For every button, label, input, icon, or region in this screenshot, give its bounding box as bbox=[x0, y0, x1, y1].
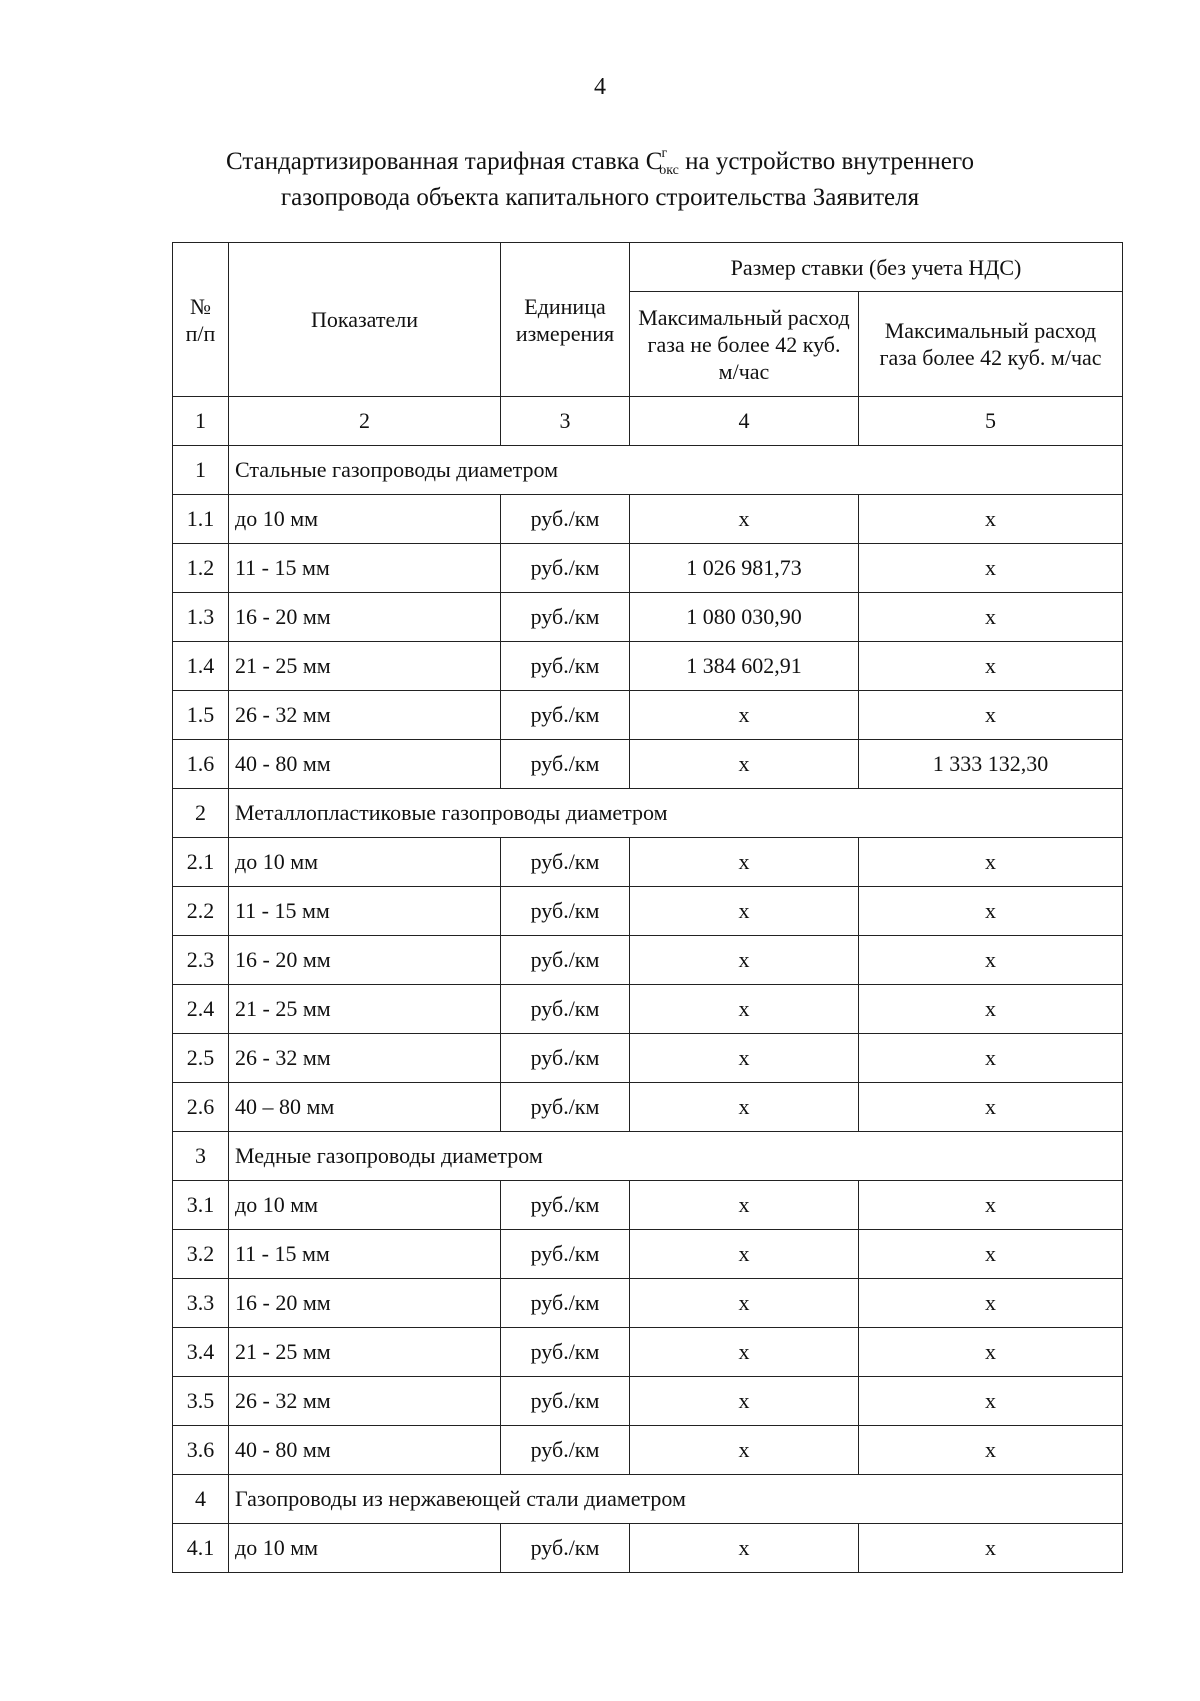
row-rate-high: х bbox=[859, 1377, 1123, 1426]
row-rate-low: х bbox=[630, 1426, 859, 1475]
row-number: 2.6 bbox=[173, 1083, 229, 1132]
header-unit: Единица измерения bbox=[501, 243, 630, 397]
row-indicator: до 10 мм bbox=[229, 1181, 501, 1230]
row-rate-high: х bbox=[859, 1426, 1123, 1475]
row-rate-low: х bbox=[630, 838, 859, 887]
row-number: 2.4 bbox=[173, 985, 229, 1034]
section-number: 1 bbox=[173, 446, 229, 495]
row-rate-high: х bbox=[859, 544, 1123, 593]
tariff-symbol bbox=[645, 146, 679, 178]
row-unit: руб./км bbox=[501, 691, 630, 740]
row-indicator: 40 - 80 мм bbox=[229, 1426, 501, 1475]
table-row bbox=[173, 1083, 1123, 1132]
row-number: 1.6 bbox=[173, 740, 229, 789]
table-row bbox=[173, 593, 1123, 642]
row-rate-low: х bbox=[630, 740, 859, 789]
row-rate-low: х bbox=[630, 1328, 859, 1377]
section-title: Газопроводы из нержавеющей стали диаметром bbox=[229, 1475, 1123, 1524]
table-body bbox=[173, 397, 1123, 1573]
section-title: Медные газопроводы диаметром bbox=[229, 1132, 1123, 1181]
row-indicator: до 10 мм bbox=[229, 495, 501, 544]
row-rate-high: х bbox=[859, 1083, 1123, 1132]
table-row bbox=[173, 544, 1123, 593]
row-unit: руб./км bbox=[501, 887, 630, 936]
row-unit: руб./км bbox=[501, 936, 630, 985]
row-number: 3.4 bbox=[173, 1328, 229, 1377]
column-number: 2 bbox=[229, 397, 501, 446]
row-rate-high: х bbox=[859, 985, 1123, 1034]
section-row bbox=[173, 1132, 1123, 1181]
row-unit: руб./км bbox=[501, 1034, 630, 1083]
row-rate-high: 1 333 132,30 bbox=[859, 740, 1123, 789]
row-indicator: 21 - 25 мм bbox=[229, 1328, 501, 1377]
row-number: 3.5 bbox=[173, 1377, 229, 1426]
row-rate-high: х bbox=[859, 1181, 1123, 1230]
section-number: 3 bbox=[173, 1132, 229, 1181]
row-unit: руб./км bbox=[501, 495, 630, 544]
row-rate-low: х bbox=[630, 691, 859, 740]
row-unit: руб./км bbox=[501, 1426, 630, 1475]
table-row bbox=[173, 936, 1123, 985]
table-header bbox=[173, 243, 1123, 397]
title-line-2: газопровода объекта капитального строительства Заявителя bbox=[280, 184, 920, 211]
section-row bbox=[173, 1475, 1123, 1524]
table-row bbox=[173, 1377, 1123, 1426]
section-row bbox=[173, 446, 1123, 495]
row-number: 1.3 bbox=[173, 593, 229, 642]
row-number: 1.2 bbox=[173, 544, 229, 593]
section-number: 4 bbox=[173, 1475, 229, 1524]
header-rate-group: Размер ставки (без учета НДС) bbox=[630, 243, 1123, 292]
row-number: 1.1 bbox=[173, 495, 229, 544]
column-number: 1 bbox=[173, 397, 229, 446]
tariff-table bbox=[172, 242, 1123, 1573]
row-rate-low: х bbox=[630, 1034, 859, 1083]
tariff-symbol-base: С bbox=[645, 148, 663, 175]
row-number: 2.2 bbox=[173, 887, 229, 936]
column-number: 3 bbox=[501, 397, 630, 446]
row-rate-low: 1 384 602,91 bbox=[630, 642, 859, 691]
row-indicator: 21 - 25 мм bbox=[229, 985, 501, 1034]
column-numbers-row bbox=[173, 397, 1123, 446]
row-rate-high: х bbox=[859, 838, 1123, 887]
row-number: 3.2 bbox=[173, 1230, 229, 1279]
row-indicator: 21 - 25 мм bbox=[229, 642, 501, 691]
row-rate-high: х bbox=[859, 495, 1123, 544]
row-rate-low: х bbox=[630, 1230, 859, 1279]
row-rate-low: х bbox=[630, 985, 859, 1034]
header-num: № п/п bbox=[173, 243, 229, 397]
row-indicator: 40 – 80 мм bbox=[229, 1083, 501, 1132]
row-unit: руб./км bbox=[501, 1328, 630, 1377]
row-unit: руб./км bbox=[501, 1083, 630, 1132]
row-rate-high: х bbox=[859, 1279, 1123, 1328]
row-rate-high: х bbox=[859, 936, 1123, 985]
row-indicator: 40 - 80 мм bbox=[229, 740, 501, 789]
row-indicator: 11 - 15 мм bbox=[229, 1230, 501, 1279]
row-rate-high: х bbox=[859, 1034, 1123, 1083]
row-number: 2.3 bbox=[173, 936, 229, 985]
table-row bbox=[173, 985, 1123, 1034]
row-rate-high: х bbox=[859, 1524, 1123, 1573]
table-row bbox=[173, 642, 1123, 691]
title-text-before: Стандартизированная тарифная ставка bbox=[226, 148, 640, 175]
row-unit: руб./км bbox=[501, 838, 630, 887]
row-number: 3.6 bbox=[173, 1426, 229, 1475]
table-row bbox=[173, 1328, 1123, 1377]
row-indicator: до 10 мм bbox=[229, 838, 501, 887]
section-row bbox=[173, 789, 1123, 838]
title-line-1 bbox=[180, 146, 1020, 182]
tariff-symbol-subscript: окс bbox=[659, 163, 679, 178]
row-rate-high: х bbox=[859, 593, 1123, 642]
row-unit: руб./км bbox=[501, 1524, 630, 1573]
row-number: 4.1 bbox=[173, 1524, 229, 1573]
row-unit: руб./км bbox=[501, 1279, 630, 1328]
row-indicator: 11 - 15 мм bbox=[229, 887, 501, 936]
table-row bbox=[173, 887, 1123, 936]
row-indicator: 16 - 20 мм bbox=[229, 593, 501, 642]
table-row bbox=[173, 838, 1123, 887]
row-indicator: 26 - 32 мм bbox=[229, 691, 501, 740]
row-unit: руб./км bbox=[501, 642, 630, 691]
row-number: 1.4 bbox=[173, 642, 229, 691]
row-rate-low: х bbox=[630, 1181, 859, 1230]
tariff-symbol-superscript: г bbox=[661, 146, 668, 161]
row-rate-low: х bbox=[630, 1524, 859, 1573]
column-number: 5 bbox=[859, 397, 1123, 446]
header-indicator: Показатели bbox=[229, 243, 501, 397]
row-rate-low: х bbox=[630, 495, 859, 544]
row-unit: руб./км bbox=[501, 985, 630, 1034]
column-number: 4 bbox=[630, 397, 859, 446]
row-unit: руб./км bbox=[501, 740, 630, 789]
header-col-high: Максимальный расход газа более 42 куб. м/час bbox=[859, 292, 1123, 397]
table-row bbox=[173, 495, 1123, 544]
row-rate-high: х bbox=[859, 1328, 1123, 1377]
row-rate-high: х bbox=[859, 887, 1123, 936]
section-title: Металлопластиковые газопроводы диаметром bbox=[229, 789, 1123, 838]
row-number: 3.3 bbox=[173, 1279, 229, 1328]
row-number: 1.5 bbox=[173, 691, 229, 740]
document-title bbox=[180, 146, 1020, 214]
table-row bbox=[173, 1181, 1123, 1230]
row-rate-low: х bbox=[630, 936, 859, 985]
row-number: 3.1 bbox=[173, 1181, 229, 1230]
row-rate-low: х bbox=[630, 1279, 859, 1328]
row-indicator: до 10 мм bbox=[229, 1524, 501, 1573]
row-number: 2.5 bbox=[173, 1034, 229, 1083]
row-indicator: 26 - 32 мм bbox=[229, 1034, 501, 1083]
section-number: 2 bbox=[173, 789, 229, 838]
table-row bbox=[173, 1426, 1123, 1475]
table-row bbox=[173, 740, 1123, 789]
row-number: 2.1 bbox=[173, 838, 229, 887]
page-number: 4 bbox=[594, 74, 606, 100]
row-rate-high: х bbox=[859, 642, 1123, 691]
row-unit: руб./км bbox=[501, 593, 630, 642]
row-indicator: 16 - 20 мм bbox=[229, 1279, 501, 1328]
row-indicator: 11 - 15 мм bbox=[229, 544, 501, 593]
table-row bbox=[173, 1524, 1123, 1573]
row-rate-high: х bbox=[859, 691, 1123, 740]
row-rate-low: х bbox=[630, 1083, 859, 1132]
row-unit: руб./км bbox=[501, 1181, 630, 1230]
section-title: Стальные газопроводы диаметром bbox=[229, 446, 1123, 495]
row-unit: руб./км bbox=[501, 1377, 630, 1426]
row-unit: руб./км bbox=[501, 544, 630, 593]
table-row bbox=[173, 691, 1123, 740]
row-unit: руб./км bbox=[501, 1230, 630, 1279]
row-rate-low: 1 080 030,90 bbox=[630, 593, 859, 642]
row-indicator: 26 - 32 мм bbox=[229, 1377, 501, 1426]
row-indicator: 16 - 20 мм bbox=[229, 936, 501, 985]
table-row bbox=[173, 1279, 1123, 1328]
row-rate-high: х bbox=[859, 1230, 1123, 1279]
title-text-after: на устройство внутреннего bbox=[685, 148, 974, 175]
table-row bbox=[173, 1230, 1123, 1279]
header-col-low: Максимальный расход газа не более 42 куб. м/час bbox=[630, 292, 859, 397]
row-rate-low: х bbox=[630, 887, 859, 936]
row-rate-low: 1 026 981,73 bbox=[630, 544, 859, 593]
table-row bbox=[173, 1034, 1123, 1083]
row-rate-low: х bbox=[630, 1377, 859, 1426]
